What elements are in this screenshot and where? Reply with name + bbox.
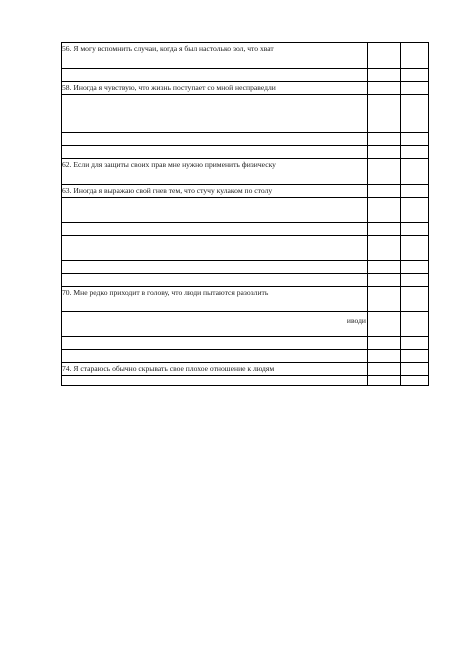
answer-cell-no[interactable] [401, 146, 429, 159]
table-row [62, 274, 429, 287]
answer-cell-no[interactable] [401, 133, 429, 146]
question-text [62, 82, 368, 95]
table-row [62, 133, 429, 146]
table-row [62, 312, 429, 337]
answer-cell-no[interactable] [401, 159, 429, 185]
table-row [62, 95, 429, 133]
table-row [62, 287, 429, 312]
answer-cell-yes[interactable] [368, 95, 401, 133]
question-label: 62. Если для защиты своих прав мне нужно применить физическу [62, 160, 276, 169]
table-row [62, 185, 429, 198]
answer-cell-yes[interactable] [368, 159, 401, 185]
answer-cell-no[interactable] [401, 198, 429, 223]
answer-cell-yes[interactable] [368, 146, 401, 159]
table-row [62, 43, 429, 69]
answer-cell-yes[interactable] [368, 223, 401, 236]
answer-cell-no[interactable] [401, 261, 429, 274]
question-text [62, 261, 368, 274]
question-text [62, 69, 368, 82]
question-text [62, 350, 368, 363]
question-label: 63. Иногда я выражаю свой гнев тем, что стучу кулаком по столу [62, 186, 273, 195]
question-text [62, 198, 368, 223]
table-row [62, 82, 429, 95]
answer-cell-yes[interactable] [368, 350, 401, 363]
table-row [62, 159, 429, 185]
question-text [62, 43, 368, 69]
answer-cell-no[interactable] [401, 376, 429, 386]
question-text [62, 376, 368, 386]
answer-cell-yes[interactable] [368, 261, 401, 274]
question-text [62, 223, 368, 236]
answer-cell-no[interactable] [401, 43, 429, 69]
question-text [62, 363, 368, 376]
answer-cell-yes[interactable] [368, 376, 401, 386]
answer-cell-no[interactable] [401, 82, 429, 95]
answer-cell-no[interactable] [401, 95, 429, 133]
question-text [62, 337, 368, 350]
question-text [62, 95, 368, 133]
question-text [62, 159, 368, 185]
questionnaire-table [61, 42, 429, 386]
question-label: 58. Иногда я чувствую, что жизнь поступает со мной несправедли [62, 83, 276, 92]
answer-cell-yes[interactable] [368, 69, 401, 82]
table-row [62, 198, 429, 223]
answer-cell-no[interactable] [401, 363, 429, 376]
question-text [62, 146, 368, 159]
answer-cell-no[interactable] [401, 236, 429, 261]
table-row [62, 350, 429, 363]
table-row [62, 261, 429, 274]
question-text [62, 133, 368, 146]
answer-cell-yes[interactable] [368, 363, 401, 376]
table-row [62, 69, 429, 82]
answer-cell-yes[interactable] [368, 82, 401, 95]
answer-cell-yes[interactable] [368, 236, 401, 261]
answer-cell-yes[interactable] [368, 185, 401, 198]
question-text [62, 287, 368, 312]
table-row [62, 146, 429, 159]
question-label: 56. Я могу вспомнить случаи, когда я был настолько зол, что хват [62, 44, 274, 53]
answer-cell-yes[interactable] [368, 43, 401, 69]
table-row [62, 376, 429, 386]
answer-cell-no[interactable] [401, 350, 429, 363]
answer-cell-no[interactable] [401, 223, 429, 236]
table-row [62, 236, 429, 261]
answer-cell-no[interactable] [401, 337, 429, 350]
answer-cell-no[interactable] [401, 287, 429, 312]
answer-cell-yes[interactable] [368, 287, 401, 312]
answer-cell-no[interactable] [401, 274, 429, 287]
question-continuation: иводи [346, 316, 366, 325]
question-text [62, 185, 368, 198]
answer-cell-yes[interactable] [368, 198, 401, 223]
answer-cell-yes[interactable] [368, 312, 401, 337]
answer-cell-no[interactable] [401, 312, 429, 337]
answer-cell-no[interactable] [401, 69, 429, 82]
answer-cell-no[interactable] [401, 185, 429, 198]
answer-cell-yes[interactable] [368, 337, 401, 350]
table-row [62, 363, 429, 376]
question-text [62, 236, 368, 261]
table-row [62, 337, 429, 350]
question-text [62, 274, 368, 287]
answer-cell-yes[interactable] [368, 274, 401, 287]
table-row [62, 223, 429, 236]
question-text [62, 312, 368, 337]
question-label: 74. Я стараюсь обычно скрывать свое плохое отношение к людям [62, 364, 275, 373]
question-label: 70. Мне редко приходит в голову, что люди пытаются разозлить [62, 288, 269, 297]
answer-cell-yes[interactable] [368, 133, 401, 146]
